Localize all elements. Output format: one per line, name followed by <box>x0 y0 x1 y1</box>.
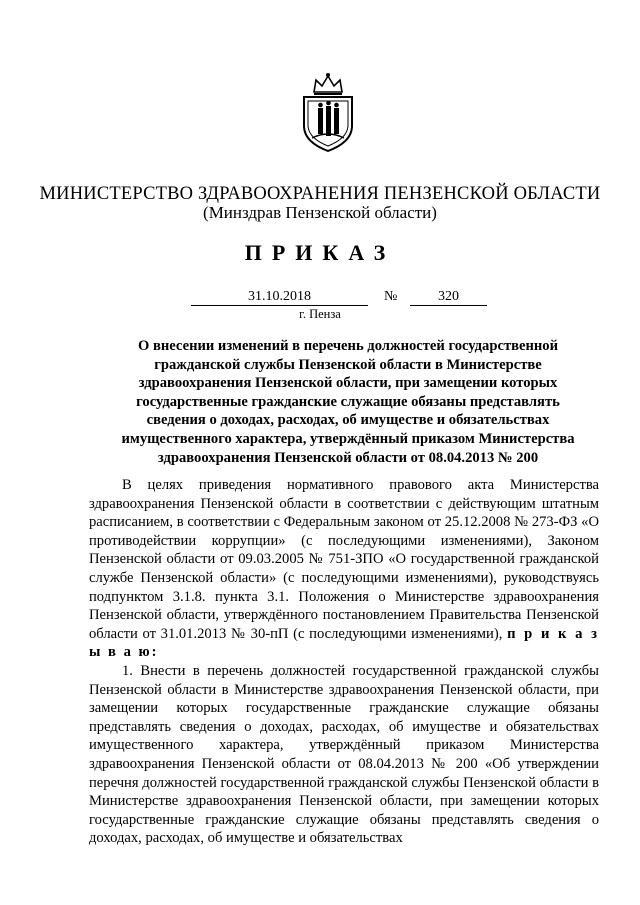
paragraph-item-1: 1. Внести в перечень должностей государственной гражданской службы Пензенской области в Министерстве здравоохранения Пензенской области, при замещении которых государственные гражданские служащие обязаны представлять сведения о доходах, расходах, об имуществе и обязательствах имущественного характера, утверждённый приказом Министерства здравоохранения Пензенской области от 08.04.2013 № 200 «Об утверждении перечня должностей государственной гражданской службы Пензенской области в Министерстве здравоохранения Пензенской области, при замещении которых государственные гражданские служащие обязаны представлять сведения о доходах, расходах, об имуществе и обязательствах <box>89 662 599 847</box>
order-title: О внесении изменений в перечень должностей государственной гражданской службы Пензенской области в Министерстве здравоохранения Пензенской области, при замещении которых государственные гражданские служащие обязаны представлять сведения о доходах, расходах, об имуществе и обязательствах имущественного характера, утверждённый приказом Министерства здравоохранения Пензенской области от 08.04.2013 № 200 <box>121 338 575 466</box>
order-number: 320 <box>438 289 459 304</box>
command-word: п р и к а з ы в а ю: <box>89 625 600 661</box>
number-underline <box>410 305 487 306</box>
ministry-short-name: (Минздрав Пензенской области) <box>203 203 437 222</box>
document-type-heading: ПРИКАЗ <box>244 240 396 265</box>
paragraph-preamble <box>89 476 599 662</box>
date-underline <box>191 305 368 306</box>
date-number-line <box>0 289 640 309</box>
order-date: 31.10.2018 <box>248 289 311 304</box>
preamble-text: В целях приведения нормативного правового акта Министерства здравоохранения Пензенской области в соответствии с действующим штатным расписанием, в соответствии с Федеральным законом от 25.12.2008 № 273-ФЗ «О противодействии коррупции» (с последующими изменениями), Законом Пензенской области от 09.03.2005 № 751-ЗПО «О государственной гражданской службе Пензенской области» (с последующими изменениями), руководствуясь подпунктом 3.1.8. пункта 3.1. Положения о Министерстве здравоохранения Пензенской области, утверждённого постановлением Правительства Пензенской области от 31.01.2013 № 30-пП (с последующими изменениями), <box>89 477 599 642</box>
number-sign: № <box>384 289 398 304</box>
city: г. Пенза <box>299 307 341 321</box>
coat-of-arms-emblem <box>296 70 360 154</box>
order-body <box>89 476 599 848</box>
ministry-name: МИНИСТЕРСТВО ЗДРАВООХРАНЕНИЯ ПЕНЗЕНСКОЙ ОБЛАСТИ <box>39 184 601 204</box>
